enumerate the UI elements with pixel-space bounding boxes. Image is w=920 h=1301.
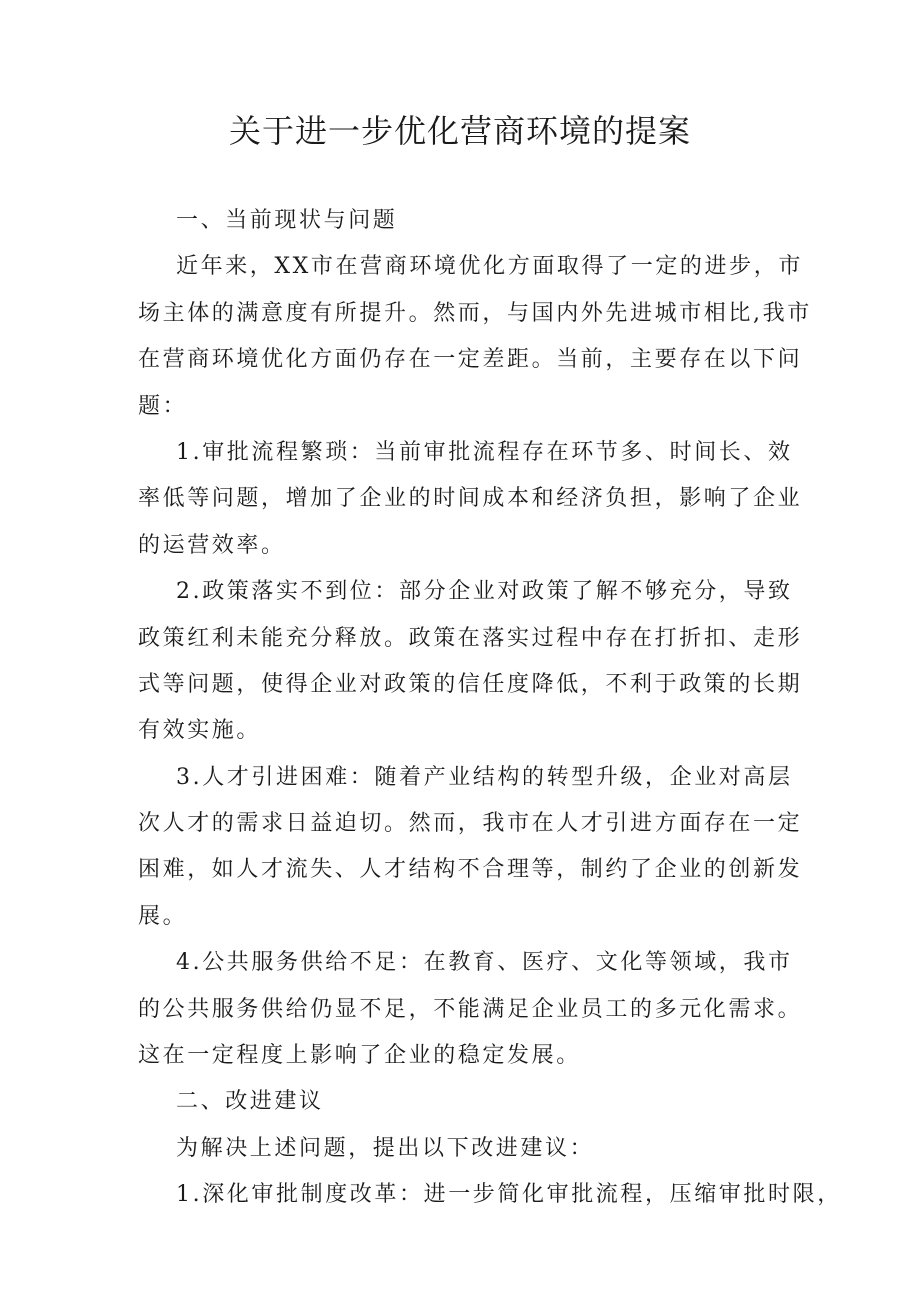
text-line: 1.深化审批制度改革：进一步简化审批流程，压缩审批时限， [176,1182,842,1208]
document-title: 关于进一步优化营商环境的提案 [228,112,691,150]
text-line: 展。 [138,903,188,929]
text-line: 的公共服务供给仍显不足，不能满足企业员工的多元化需求。 [138,996,803,1022]
text-line: 为解决上述问题，提出以下改进建议： [176,1135,595,1161]
text-line: 二、改进建议 [176,1089,324,1115]
text-line: 在营商环境优化方面仍存在一定差距。当前，主要存在以下问 [138,347,803,373]
text-line: 次人才的需求日益迫切。然而，我市在人才引进方面存在一定 [138,811,803,837]
text-line: 题： [138,393,188,419]
text-line: 3.人才引进困难：随着产业结构的转型升级，企业对高层 [176,764,793,790]
text-line: 困难，如人才流失、人才结构不合理等，制约了企业的创新发 [138,857,803,883]
text-line: 的运营效率。 [138,532,286,558]
text-line: 2.政策落实不到位：部分企业对政策了解不够充分，导致 [176,579,793,605]
text-line: 近年来，XX市在营商环境优化方面取得了一定的进步，市 [176,254,803,280]
text-line: 式等问题，使得企业对政策的信任度降低，不利于政策的长期 [138,671,803,697]
text-line: 这在一定程度上影响了企业的稳定发展。 [138,1043,581,1069]
text-line: 率低等问题，增加了企业的时间成本和经济负担，影响了企业 [138,486,803,512]
text-line: 一、当前现状与问题 [176,208,398,233]
text-line: 1.审批流程繁琐：当前审批流程存在环节多、时间长、效 [176,439,793,465]
text-line: 场主体的满意度有所提升。然而，与国内外先进城市相比,我市 [138,300,812,326]
text-line: 有效实施。 [138,718,262,744]
text-line: 政策红利未能充分释放。政策在落实过程中存在打折扣、走形 [138,625,803,651]
text-line: 4.公共服务供给不足：在教育、医疗、文化等领域，我市 [176,950,793,976]
document-body [138,198,842,1219]
